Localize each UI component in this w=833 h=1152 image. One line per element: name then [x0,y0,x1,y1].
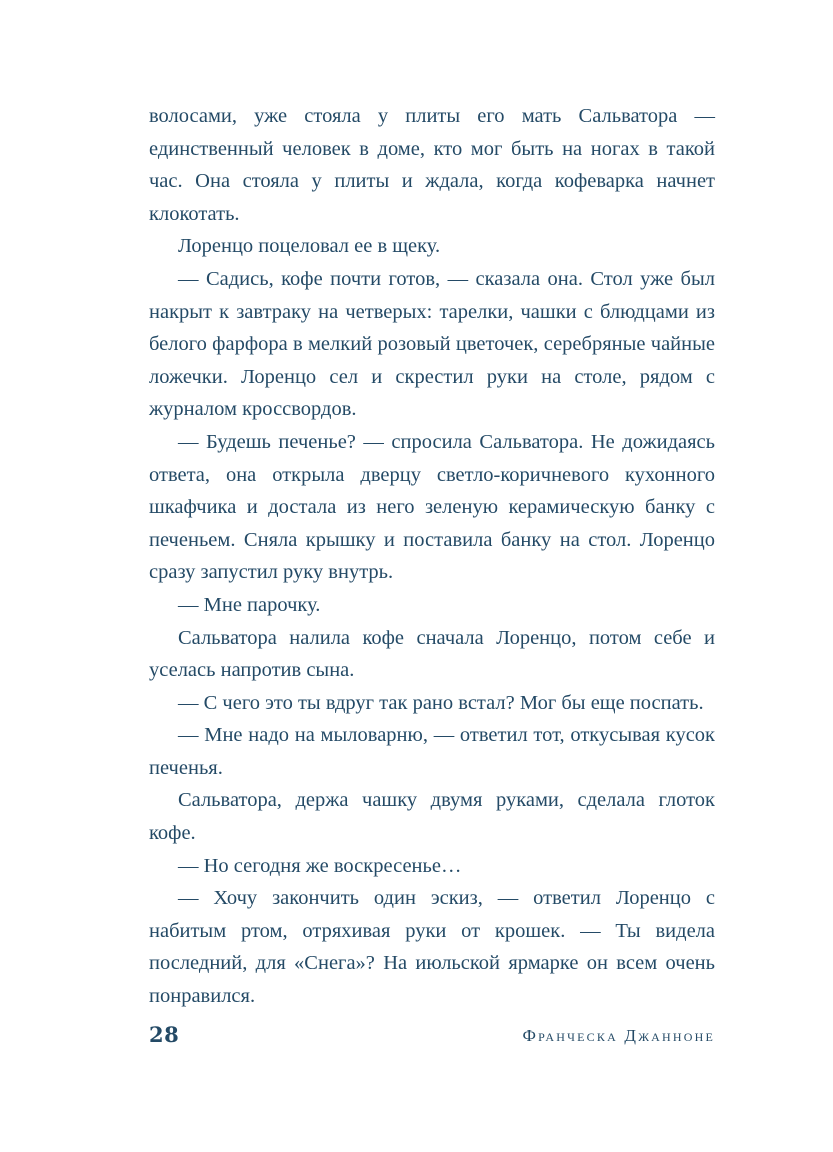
paragraph: — Хочу закончить один эскиз, — ответил Лоренцо с набитым ртом, отряхивая руки от крошек. — Ты видела последний, для «Снега»? На июльской ярмарке он всем очень понравился. [149,887,715,1008]
body-text [149,100,715,1013]
paragraph: — Мне надо на мыловарню, — ответил тот, откусывая кусок печенья. [149,724,715,779]
page-number: 28 [149,1022,180,1047]
paragraph: волосами, уже стояла у плиты его мать Сальватора — единственный человек в доме, кто мог быть на ногах в такой час. Она стояла у плиты и ждала, когда кофеварка начнет клокотать. [149,105,715,225]
paragraph: Сальватора, держа чашку двумя руками, сделала глоток кофе. [149,789,715,845]
paragraph: — Садись, кофе почти готов, — сказала она. Стол уже был накрыт к завтраку на четверых: тарелки, чашки с блюдцами из белого фарфора в мелкий розовый цветочек, серебряные чайные ложечки. Лоренцо сел и скрестил руки на столе, рядом с журналом кроссвордов. [149,267,715,421]
paragraph: — Будешь печенье? — спросила Сальватора. Не дожидаясь ответа, она открыла дверцу светло-коричневого кухонного шкафчика и достала из него зеленую керамическую банку с печеньем. Сняла крышку и поставила банку на стол. Лоренцо сразу запустил руку внутрь. [149,430,715,584]
paragraph: — Но сегодня же воскресенье… [178,854,462,877]
paragraph: — С чего это ты вдруг так рано встал? Мог бы еще поспать. [178,691,704,714]
paragraph: — Мне парочку. [178,593,321,616]
paragraph: Сальватора налила кофе сначала Лоренцо, потом себе и уселась напротив сына. [149,626,715,682]
running-footer-author: Франческа Джанноне [522,1026,715,1045]
paragraph: Лоренцо поцеловал ее в щеку. [178,235,441,258]
